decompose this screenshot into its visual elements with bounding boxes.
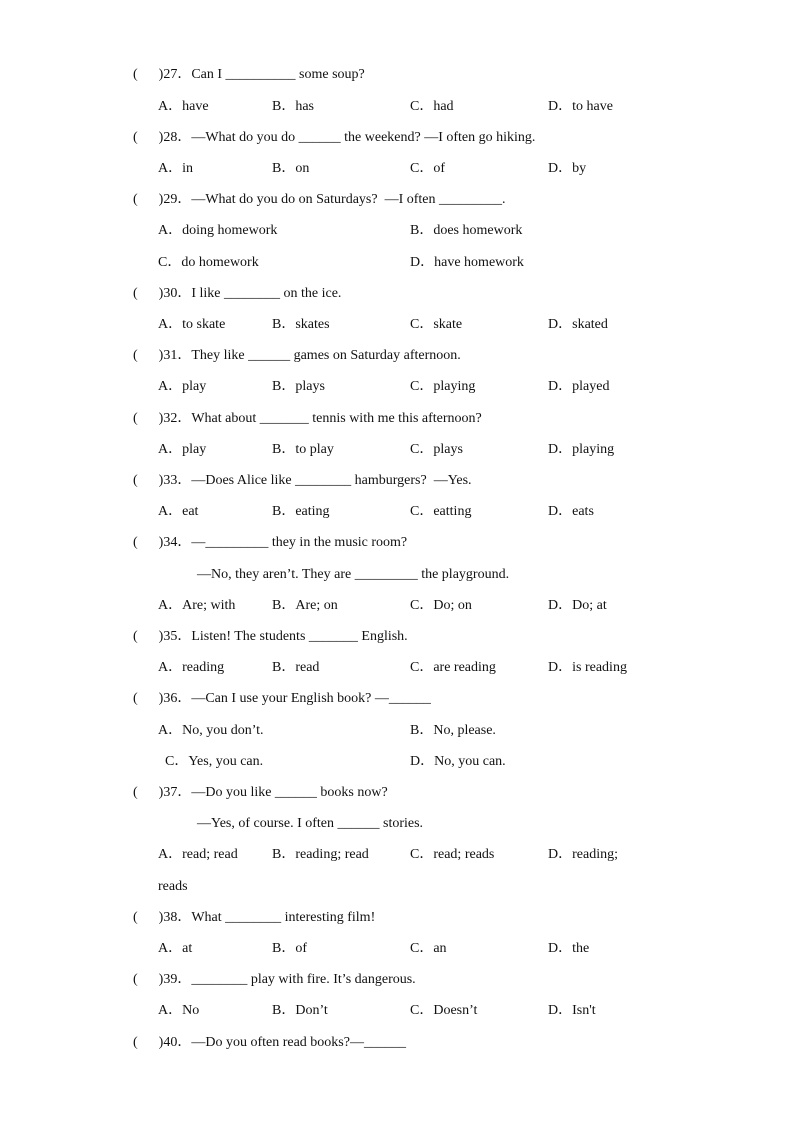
option-text: eating bbox=[295, 504, 330, 519]
option-letter: A． bbox=[158, 941, 183, 956]
option-letter: B． bbox=[272, 317, 296, 332]
option-letter: C． bbox=[410, 442, 434, 457]
question-stem: —_________ they in the music room? bbox=[191, 535, 408, 550]
option-b[interactable] bbox=[272, 596, 338, 616]
question-number: 32 bbox=[163, 411, 178, 426]
option-letter: A． bbox=[158, 223, 183, 238]
option-letter: B． bbox=[272, 598, 296, 613]
option-letter: A． bbox=[158, 660, 183, 675]
question-number: 35 bbox=[163, 629, 178, 644]
option-a[interactable] bbox=[158, 658, 224, 678]
option-b[interactable] bbox=[272, 845, 369, 865]
question-number-dot: ． bbox=[177, 1035, 192, 1050]
answer-bracket[interactable]: ( ) bbox=[133, 130, 164, 145]
option-letter: B． bbox=[272, 99, 296, 114]
option-text: does homework bbox=[433, 223, 523, 238]
option-letter: A． bbox=[158, 598, 183, 613]
option-letter: A． bbox=[158, 442, 183, 457]
option-b[interactable] bbox=[272, 440, 334, 460]
option-letter: D． bbox=[548, 379, 573, 394]
option-d[interactable] bbox=[548, 440, 614, 460]
question-stem: —What do you do on Saturdays? —I often _________. bbox=[191, 192, 506, 207]
option-text: plays bbox=[295, 379, 325, 394]
option-text: in bbox=[182, 161, 194, 176]
option-a[interactable] bbox=[158, 315, 225, 335]
option-text: to skate bbox=[182, 317, 226, 332]
option-b[interactable] bbox=[272, 159, 309, 179]
answer-bracket[interactable]: ( ) bbox=[133, 1035, 164, 1050]
answer-bracket[interactable]: ( ) bbox=[133, 629, 164, 644]
option-text: reading; read bbox=[295, 847, 369, 862]
option-letter: B． bbox=[272, 442, 296, 457]
option-letter: D． bbox=[548, 161, 573, 176]
option-text: an bbox=[433, 941, 447, 956]
question-continuation: —Yes, of course. I often ______ stories. bbox=[197, 816, 424, 831]
option-text: have bbox=[182, 99, 209, 114]
option-text: No, please. bbox=[433, 723, 496, 738]
answer-bracket[interactable]: ( ) bbox=[133, 192, 164, 207]
option-d[interactable] bbox=[548, 502, 594, 522]
question-row bbox=[133, 346, 461, 366]
option-text: eatting bbox=[433, 504, 472, 519]
option-letter: C． bbox=[410, 504, 434, 519]
question-row bbox=[133, 190, 506, 210]
option-text: Yes, you can. bbox=[188, 754, 264, 769]
option-c[interactable] bbox=[410, 1001, 477, 1021]
option-b[interactable] bbox=[272, 502, 330, 522]
option-letter: A． bbox=[158, 161, 183, 176]
question-stem: —Do you often read books?—______ bbox=[191, 1035, 406, 1050]
option-a[interactable] bbox=[158, 221, 277, 241]
option-text: to have bbox=[572, 99, 613, 114]
question-number-dot: ． bbox=[177, 348, 192, 363]
question-number-dot: ． bbox=[177, 411, 192, 426]
option-b[interactable] bbox=[272, 939, 307, 959]
question-row bbox=[133, 627, 408, 647]
option-d-wrap: reads bbox=[158, 879, 188, 894]
question-stem: —Can I use your English book? —______ bbox=[191, 691, 431, 706]
option-letter: C． bbox=[410, 847, 434, 862]
question-number: 40 bbox=[163, 1035, 178, 1050]
option-letter: B． bbox=[272, 941, 296, 956]
option-letter: C． bbox=[410, 99, 434, 114]
option-a[interactable] bbox=[158, 1001, 199, 1021]
option-letter: A． bbox=[158, 504, 183, 519]
option-text: skates bbox=[295, 317, 330, 332]
option-d[interactable] bbox=[548, 159, 586, 179]
option-d[interactable] bbox=[410, 752, 506, 772]
question-stem: Can I __________ some soup? bbox=[191, 67, 365, 82]
option-b[interactable] bbox=[272, 97, 314, 117]
option-a[interactable] bbox=[158, 721, 264, 741]
question-row bbox=[133, 284, 341, 304]
option-text: of bbox=[295, 941, 308, 956]
option-a[interactable] bbox=[158, 377, 206, 397]
option-letter: D． bbox=[410, 754, 435, 769]
option-letter: D． bbox=[410, 255, 435, 270]
option-letter: B． bbox=[272, 379, 296, 394]
option-letter: D． bbox=[548, 1003, 573, 1018]
option-text: eats bbox=[572, 504, 594, 519]
option-text: eat bbox=[182, 504, 199, 519]
question-number: 37 bbox=[163, 785, 178, 800]
option-text: doing homework bbox=[182, 223, 278, 238]
option-d[interactable] bbox=[410, 253, 524, 273]
option-letter: B． bbox=[272, 1003, 296, 1018]
option-text: playing bbox=[572, 442, 615, 457]
question-row bbox=[133, 533, 407, 553]
option-text: had bbox=[433, 99, 454, 114]
option-letter: C． bbox=[410, 941, 434, 956]
option-text: is reading bbox=[572, 660, 627, 675]
question-stem: Listen! The students _______ English. bbox=[191, 629, 408, 644]
option-d[interactable] bbox=[548, 596, 607, 616]
option-text: played bbox=[572, 379, 610, 394]
option-c[interactable] bbox=[410, 596, 472, 616]
option-c[interactable] bbox=[410, 845, 494, 865]
question-number-dot: ． bbox=[177, 192, 192, 207]
question-row bbox=[133, 783, 388, 803]
question-number-dot: ． bbox=[177, 972, 192, 987]
answer-bracket[interactable]: ( ) bbox=[133, 411, 164, 426]
option-d[interactable] bbox=[548, 658, 627, 678]
question-number: 31 bbox=[163, 348, 178, 363]
option-text: play bbox=[182, 442, 207, 457]
question-row bbox=[133, 128, 535, 148]
question-number-dot: ． bbox=[177, 691, 192, 706]
option-text: at bbox=[182, 941, 193, 956]
question-number-dot: ． bbox=[177, 629, 192, 644]
question-stem: —What do you do ______ the weekend? —I often go hiking. bbox=[191, 130, 536, 145]
option-letter: C． bbox=[410, 379, 434, 394]
question-number: 27 bbox=[163, 67, 178, 82]
option-text: read bbox=[295, 660, 320, 675]
question-number: 38 bbox=[163, 910, 178, 925]
option-d[interactable] bbox=[548, 1001, 596, 1021]
option-c[interactable] bbox=[410, 159, 445, 179]
option-letter: D． bbox=[548, 598, 573, 613]
question-number-dot: ． bbox=[177, 535, 192, 550]
answer-bracket[interactable]: ( ) bbox=[133, 67, 164, 82]
option-a[interactable] bbox=[158, 845, 238, 865]
option-letter: D． bbox=[548, 660, 573, 675]
option-text: Do; at bbox=[572, 598, 607, 613]
option-letter: A． bbox=[158, 379, 183, 394]
option-text: Isn't bbox=[572, 1003, 596, 1018]
option-letter: B． bbox=[410, 223, 434, 238]
question-number: 34 bbox=[163, 535, 178, 550]
option-text: to play bbox=[295, 442, 334, 457]
option-letter: C． bbox=[410, 598, 434, 613]
question-number: 30 bbox=[163, 286, 178, 301]
option-b[interactable] bbox=[410, 221, 522, 241]
question-number: 29 bbox=[163, 192, 178, 207]
option-d[interactable] bbox=[548, 97, 613, 117]
question-row bbox=[133, 970, 416, 990]
option-letter: C． bbox=[410, 161, 434, 176]
option-text: Are; on bbox=[295, 598, 338, 613]
option-text: read; read bbox=[182, 847, 238, 862]
option-letter: A． bbox=[158, 317, 183, 332]
option-letter: B． bbox=[272, 660, 296, 675]
option-b[interactable] bbox=[272, 377, 325, 397]
option-letter: B． bbox=[272, 504, 296, 519]
question-row bbox=[133, 65, 365, 85]
option-d[interactable] bbox=[548, 939, 589, 959]
question-stem: What about _______ tennis with me this afternoon? bbox=[191, 411, 482, 426]
question-number: 36 bbox=[163, 691, 178, 706]
option-text: by bbox=[572, 161, 587, 176]
option-c[interactable] bbox=[410, 440, 463, 460]
option-text: No, you don’t. bbox=[182, 723, 264, 738]
answer-bracket[interactable]: ( ) bbox=[133, 286, 164, 301]
question-number: 39 bbox=[163, 972, 178, 987]
question-stem: ________ play with fire. It’s dangerous. bbox=[191, 972, 416, 987]
option-b[interactable] bbox=[272, 1001, 328, 1021]
option-text: reading; bbox=[572, 847, 618, 862]
option-letter: A． bbox=[158, 99, 183, 114]
option-text: has bbox=[295, 99, 315, 114]
option-c[interactable] bbox=[158, 253, 259, 273]
option-letter: D． bbox=[548, 99, 573, 114]
question-number-dot: ． bbox=[177, 785, 192, 800]
option-d[interactable] bbox=[548, 315, 608, 335]
option-letter: B． bbox=[410, 723, 434, 738]
answer-bracket[interactable]: ( ) bbox=[133, 785, 164, 800]
question-row bbox=[133, 1033, 406, 1053]
option-text: Are; with bbox=[182, 598, 236, 613]
answer-bracket[interactable]: ( ) bbox=[133, 910, 164, 925]
option-c[interactable] bbox=[410, 377, 475, 397]
option-text: skate bbox=[433, 317, 463, 332]
option-letter: C． bbox=[410, 1003, 434, 1018]
option-b[interactable] bbox=[410, 721, 496, 741]
option-letter: C． bbox=[158, 255, 182, 270]
option-text: No bbox=[182, 1003, 200, 1018]
question-row bbox=[133, 471, 472, 491]
question-stem: —Do you like ______ books now? bbox=[191, 785, 388, 800]
question-number-dot: ． bbox=[177, 910, 192, 925]
answer-bracket[interactable]: ( ) bbox=[133, 473, 164, 488]
option-letter: B． bbox=[272, 847, 296, 862]
option-text: skated bbox=[572, 317, 608, 332]
option-text: reading bbox=[182, 660, 225, 675]
option-d[interactable] bbox=[548, 845, 618, 865]
question-number-dot: ． bbox=[177, 67, 192, 82]
option-letter: D． bbox=[548, 317, 573, 332]
option-b[interactable] bbox=[272, 315, 330, 335]
option-text: Don’t bbox=[295, 1003, 328, 1018]
option-letter: D． bbox=[548, 504, 573, 519]
option-a[interactable] bbox=[158, 596, 235, 616]
option-letter: C． bbox=[410, 660, 434, 675]
option-text: Do; on bbox=[433, 598, 472, 613]
question-stem: What ________ interesting film! bbox=[191, 910, 376, 925]
question-row bbox=[133, 409, 482, 429]
option-letter: A． bbox=[158, 723, 183, 738]
option-letter: C． bbox=[165, 754, 189, 769]
question-stem: —Does Alice like ________ hamburgers? —Yes. bbox=[191, 473, 472, 488]
option-a[interactable] bbox=[158, 440, 206, 460]
answer-bracket[interactable]: ( ) bbox=[133, 535, 164, 550]
option-letter: B． bbox=[272, 161, 296, 176]
option-letter: C． bbox=[410, 317, 434, 332]
option-text: the bbox=[572, 941, 590, 956]
option-text: No, you can. bbox=[434, 754, 506, 769]
option-a[interactable] bbox=[158, 939, 192, 959]
option-a[interactable] bbox=[158, 502, 198, 522]
question-stem: I like ________ on the ice. bbox=[191, 286, 342, 301]
option-c[interactable] bbox=[410, 658, 496, 678]
question-row bbox=[133, 689, 431, 709]
question-continuation: —No, they aren’t. They are _________ the playground. bbox=[197, 567, 510, 582]
option-letter: D． bbox=[548, 442, 573, 457]
option-text: do homework bbox=[181, 255, 259, 270]
option-c[interactable] bbox=[410, 939, 447, 959]
option-d[interactable] bbox=[548, 377, 609, 397]
answer-bracket[interactable]: ( ) bbox=[133, 972, 164, 987]
option-b[interactable] bbox=[272, 658, 319, 678]
option-text: on bbox=[295, 161, 310, 176]
question-number-dot: ． bbox=[177, 130, 192, 145]
option-c[interactable] bbox=[410, 502, 471, 522]
option-a[interactable] bbox=[158, 97, 209, 117]
option-a[interactable] bbox=[158, 159, 193, 179]
option-letter: D． bbox=[548, 847, 573, 862]
question-number: 28 bbox=[163, 130, 178, 145]
option-letter: A． bbox=[158, 847, 183, 862]
option-letter: D． bbox=[548, 941, 573, 956]
question-row bbox=[133, 908, 375, 928]
option-text: read; reads bbox=[433, 847, 495, 862]
option-text: of bbox=[433, 161, 446, 176]
question-number: 33 bbox=[163, 473, 178, 488]
option-c[interactable] bbox=[410, 97, 454, 117]
option-c[interactable] bbox=[165, 752, 263, 772]
option-text: have homework bbox=[434, 255, 524, 270]
option-letter: A． bbox=[158, 1003, 183, 1018]
answer-bracket[interactable]: ( ) bbox=[133, 691, 164, 706]
option-text: plays bbox=[433, 442, 463, 457]
option-text: are reading bbox=[433, 660, 496, 675]
option-text: Doesn’t bbox=[433, 1003, 478, 1018]
question-number-dot: ． bbox=[177, 473, 192, 488]
question-stem: They like ______ games on Saturday afternoon. bbox=[191, 348, 461, 363]
option-text: playing bbox=[433, 379, 476, 394]
option-c[interactable] bbox=[410, 315, 462, 335]
answer-bracket[interactable]: ( ) bbox=[133, 348, 164, 363]
question-number-dot: ． bbox=[177, 286, 192, 301]
option-text: play bbox=[182, 379, 207, 394]
